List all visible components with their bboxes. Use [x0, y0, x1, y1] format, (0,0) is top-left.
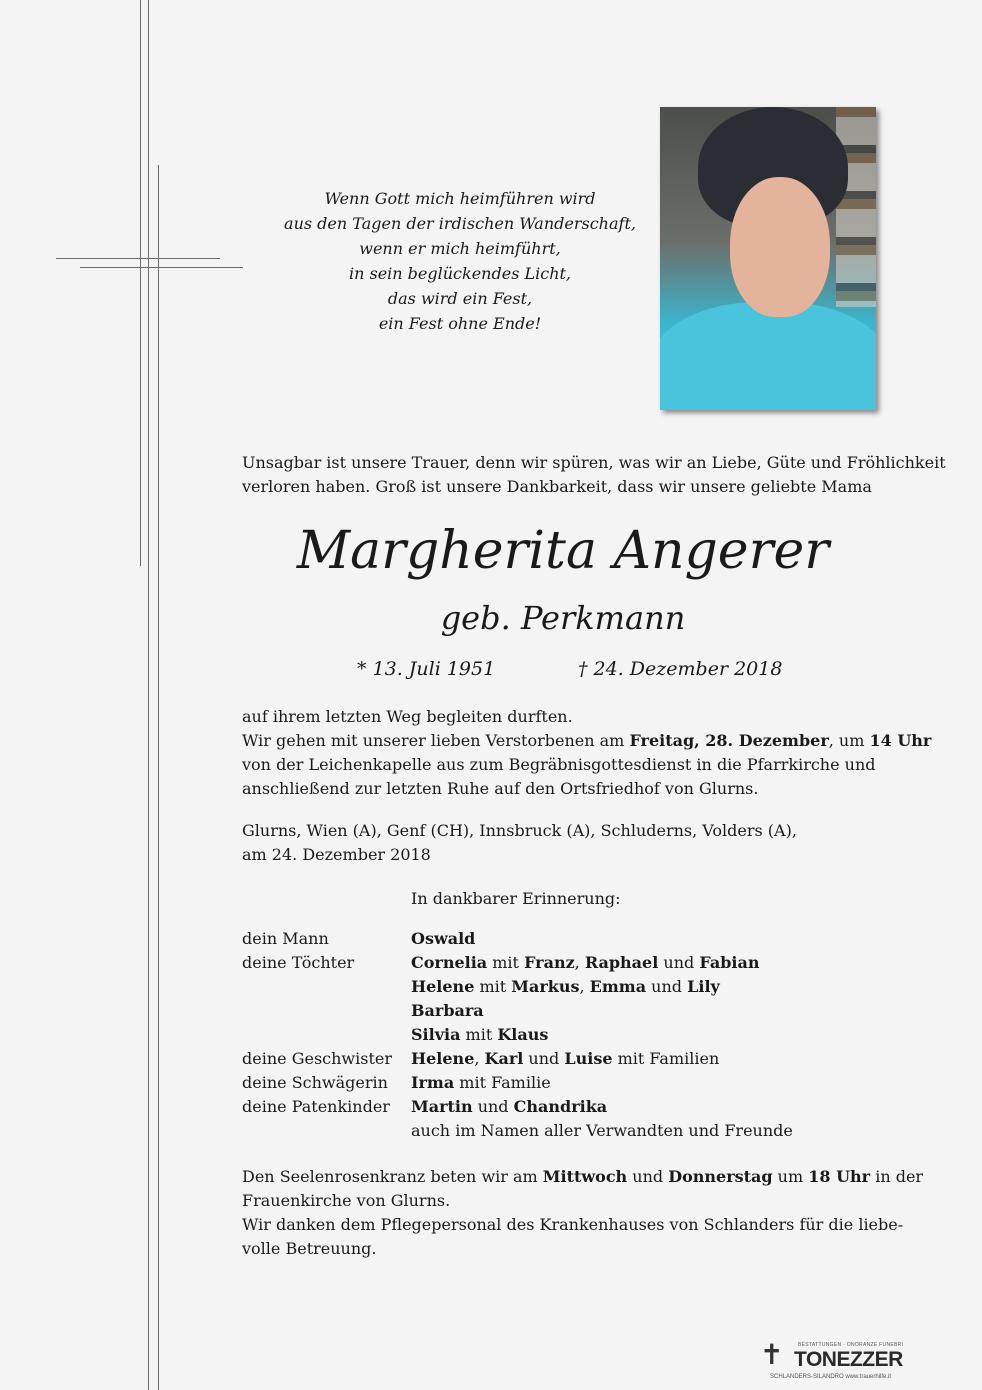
relation-names — [411, 1071, 551, 1095]
details-line: auf ihrem letzten Weg begleiten durften. — [242, 707, 573, 726]
person-name: Helene — [411, 1049, 475, 1068]
death-date: † 24. Dezember 2018 — [578, 658, 783, 680]
poem-line: in sein beglückendes Licht, — [348, 264, 572, 283]
person-name: Lily — [687, 977, 720, 996]
cross-icon: ✝ — [760, 1338, 784, 1371]
text-span: und — [523, 1049, 565, 1068]
family-row — [242, 1071, 902, 1095]
relation-names: auch im Namen aller Verwandten und Freunde — [411, 1121, 793, 1140]
cross-vertical-line-1 — [140, 0, 141, 566]
logo-brand: TONEZZER — [794, 1348, 903, 1371]
text-span: , — [579, 977, 590, 996]
relation-names — [411, 1095, 607, 1119]
portrait-face — [730, 177, 830, 317]
person-name: Chandrika — [513, 1097, 608, 1116]
relation-label: deine Töchter — [242, 953, 355, 972]
relation-names — [411, 999, 484, 1023]
poem — [270, 186, 650, 336]
portrait-shirt — [660, 302, 876, 410]
family-row — [242, 1095, 902, 1119]
text-span: und — [472, 1097, 514, 1116]
details-line — [242, 729, 932, 753]
logo-tagline: BESTATTUNGEN · ONORANZE FUNEBRI — [798, 1342, 904, 1348]
family-row — [242, 975, 902, 999]
person-name: Martin — [411, 1097, 473, 1116]
details-line: von der Leichenkapelle aus zum Begräbnisgottesdienst in die Pfarrkirche und — [242, 755, 876, 774]
text-span: mit — [474, 977, 512, 996]
rosary-day: Mittwoch — [542, 1167, 628, 1186]
family-row — [242, 951, 902, 975]
family-row — [242, 1023, 902, 1047]
relation-label — [242, 1023, 411, 1047]
places-date: am 24. Dezember 2018 — [242, 845, 431, 864]
closing-line: Frauenkirche von Glurns. — [242, 1191, 451, 1210]
poem-line: wenn er mich heimführt, — [359, 239, 561, 258]
memory-heading: In dankbarer Erinnerung: — [411, 889, 621, 908]
text-span: , — [474, 1049, 485, 1068]
funeral-day: Freitag, 28. Dezember — [629, 731, 829, 750]
relation-label — [242, 999, 411, 1023]
deceased-name: Margherita Angerer — [296, 521, 830, 581]
poem-line: aus den Tagen der irdischen Wanderschaft, — [284, 214, 636, 233]
text-span: mit — [487, 953, 525, 972]
closing-line: volle Betreuung. — [242, 1239, 377, 1258]
tonezzer-logo — [758, 1340, 908, 1384]
relation-names — [411, 927, 475, 951]
family-row — [242, 999, 902, 1023]
person-name: Fabian — [699, 953, 760, 972]
text-span: Den Seelenrosenkranz beten wir am — [242, 1167, 543, 1186]
family-row — [242, 1119, 902, 1143]
logo-footer: SCHLANDERS-SILANDRO www.trauerhilfe.it — [770, 1374, 892, 1380]
text-span: Wir gehen mit unserer lieben Verstorbenen am — [242, 731, 630, 750]
text-span: mit Familie — [454, 1073, 551, 1092]
person-name: Emma — [589, 977, 647, 996]
relation-label: deine Geschwister — [242, 1049, 392, 1068]
relation-names — [411, 975, 720, 999]
intro-line: Unsagbar ist unsere Trauer, denn wir spüren, was wir an Liebe, Güte und Fröhlichkeit — [242, 453, 946, 472]
person-name: Klaus — [497, 1025, 549, 1044]
funeral-time: 14 Uhr — [869, 731, 932, 750]
relation-names — [411, 1047, 719, 1071]
closing-text — [242, 1165, 924, 1261]
portrait-photo — [660, 107, 876, 410]
family-row — [242, 927, 902, 951]
cross-vertical-line-2 — [148, 0, 149, 1390]
cross-horizontal-line-1 — [56, 258, 220, 259]
person-name: Karl — [484, 1049, 524, 1068]
intro-text — [242, 451, 946, 499]
text-span: , — [574, 953, 585, 972]
text-span: und — [627, 1167, 669, 1186]
relation-label — [242, 975, 411, 999]
text-span: und — [646, 977, 688, 996]
details-line: anschließend zur letzten Ruhe auf den Ortsfriedhof von Glurns. — [242, 779, 759, 798]
relation-label: deine Schwägerin — [242, 1073, 388, 1092]
closing-line — [242, 1165, 924, 1189]
bookshelf-background — [836, 107, 876, 307]
text-span: mit Familien — [612, 1049, 720, 1068]
person-name: Franz — [524, 953, 575, 972]
places-line: Glurns, Wien (A), Genf (CH), Innsbruck (A), Schluderns, Volders (A), — [242, 821, 797, 840]
text-span: um — [772, 1167, 809, 1186]
text-span: , um — [828, 731, 870, 750]
relation-names — [411, 1023, 548, 1047]
closing-line: Wir danken dem Pflegepersonal des Krankenhauses von Schlanders für die liebe- — [242, 1215, 904, 1234]
person-name: Barbara — [411, 1001, 484, 1020]
relation-label: deine Patenkinder — [242, 1097, 390, 1116]
person-name: Helene — [411, 977, 475, 996]
person-name: Raphael — [584, 953, 659, 972]
family-row — [242, 1047, 902, 1071]
maiden-name: geb. Perkmann — [440, 599, 686, 637]
spacer — [242, 801, 902, 819]
person-name: Irma — [411, 1073, 455, 1092]
person-name: Luise — [564, 1049, 613, 1068]
relation-label — [242, 1119, 411, 1143]
person-name: Oswald — [411, 929, 476, 948]
cross-vertical-line-3 — [158, 165, 159, 1390]
rosary-day: Donnerstag — [668, 1167, 773, 1186]
poem-line: Wenn Gott mich heimführen wird — [324, 189, 596, 208]
poem-line: das wird ein Fest, — [387, 289, 533, 308]
birth-date: * 13. Juli 1951 — [357, 658, 496, 680]
relation-label: dein Mann — [242, 929, 329, 948]
intro-line: verloren haben. Groß ist unsere Dankbarkeit, dass wir unsere geliebte Mama — [242, 477, 872, 496]
relation-names — [411, 951, 759, 975]
text-span: in der — [870, 1167, 924, 1186]
cross-horizontal-line-2 — [80, 267, 243, 268]
family-list — [242, 927, 902, 1143]
text-span: und — [658, 953, 700, 972]
rosary-time: 18 Uhr — [808, 1167, 871, 1186]
person-name: Silvia — [411, 1025, 461, 1044]
text-span: mit — [460, 1025, 498, 1044]
poem-line: ein Fest ohne Ende! — [378, 314, 542, 333]
person-name: Cornelia — [411, 953, 488, 972]
person-name: Markus — [511, 977, 580, 996]
funeral-details — [242, 705, 932, 867]
